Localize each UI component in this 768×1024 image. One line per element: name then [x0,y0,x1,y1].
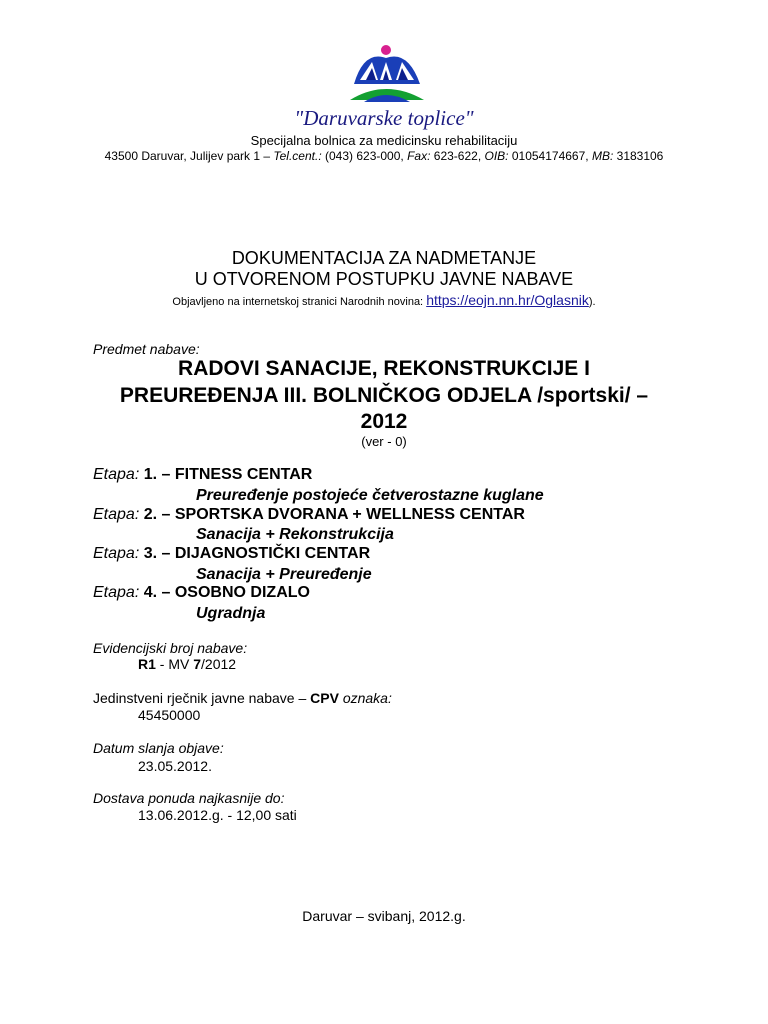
evidence-r: R1 [138,656,156,672]
stage-number: 4 [143,584,153,601]
fax-value: 623-622, [433,149,482,163]
subject-line2: PREUREĐENJA III. BOLNIČKOG ODJELA /sportski/ – [119,384,649,407]
cpv-label [93,690,392,706]
stage-number: 1 [143,466,153,483]
stage-2 [93,506,525,524]
deadline-label: Dostava ponuda najkasnije do: [93,790,285,806]
stage-title: . – DIJAGNOSTIČKI CENTAR [152,545,371,562]
subject-line1: RADOVI SANACIJE, REKONSTRUKCIJE I [178,357,590,380]
mb-value: 3183106 [616,149,664,163]
oib-value: 01054174667, [511,149,589,163]
evidence-num: 7 [193,656,202,672]
stage-label: Etapa: [93,545,140,562]
stage-title: . – FITNESS CENTAR [152,466,313,483]
published-text: Objavljeno na internetskoj stranici Narodnih novina: [172,296,424,308]
stage-1-description: Preuređenje postojeće četverostazne kuglane [196,487,544,504]
stage-number: 3 [143,545,153,562]
evidence-end: /2012 [201,656,237,672]
document-title-line1: DOKUMENTACIJA ZA NADMETANJE [231,248,537,268]
stage-4-description: Ugradnja [196,605,266,622]
stage-4 [93,584,310,602]
published-link[interactable]: https://eojn.nn.hr/Oglasnik [426,292,589,308]
tel-label: Tel.cent.: [273,149,322,163]
cpv-value: 45450000 [138,707,201,723]
document-title-line2: U OTVORENOM POSTUPKU JAVNE NABAVE [194,269,574,289]
stage-title: . – SPORTSKA DVORANA + WELLNESS CENTAR [152,506,525,523]
hospital-logo [350,44,424,108]
stage-3 [93,545,370,563]
stage-2-description: Sanacija + Rekonstrukcija [196,526,394,543]
sent-value: 23.05.2012. [138,758,212,774]
evidence-value [138,656,236,672]
stage-label: Etapa: [93,506,140,523]
fax-label: Fax: [407,149,431,163]
subject-label: Predmet nabave: [93,341,200,357]
cpv-label-end: oznaka: [342,690,392,706]
hospital-name: "Daruvarske toplice" [294,106,474,130]
hospital-subtitle: Specijalna bolnica za medicinsku rehabilitaciju [250,133,518,148]
mb-label: MB: [591,149,614,163]
subject-line3: 2012 [360,410,408,433]
stage-number: 2 [143,506,153,523]
evidence-mid: - MV [155,656,194,672]
stage-label: Etapa: [93,584,140,601]
published-end: ). [588,296,596,308]
oib-label: OIB: [484,149,509,163]
cpv-label-start: Jedinstveni rječnik javne nabave – [93,690,307,706]
version-label: (ver - 0) [361,434,407,449]
deadline-value: 13.06.2012.g. - 12,00 sati [138,807,297,823]
sent-label: Datum slanja objave: [93,740,224,756]
stage-label: Etapa: [93,466,140,483]
address-start: 43500 Daruvar, Julijev park 1 – [104,149,271,163]
published-note [0,292,768,308]
stage-3-description: Sanacija + Preuređenje [196,566,372,583]
tel-value: (043) 623-000, [325,149,404,163]
evidence-label: Evidencijski broj nabave: [93,640,248,656]
stage-title: . – OSOBNO DIZALO [152,584,310,601]
footer-place-date: Daruvar – svibanj, 2012.g. [302,908,466,924]
cpv-label-bold: CPV [310,690,339,706]
stage-1 [93,466,312,484]
hospital-address [0,149,768,163]
